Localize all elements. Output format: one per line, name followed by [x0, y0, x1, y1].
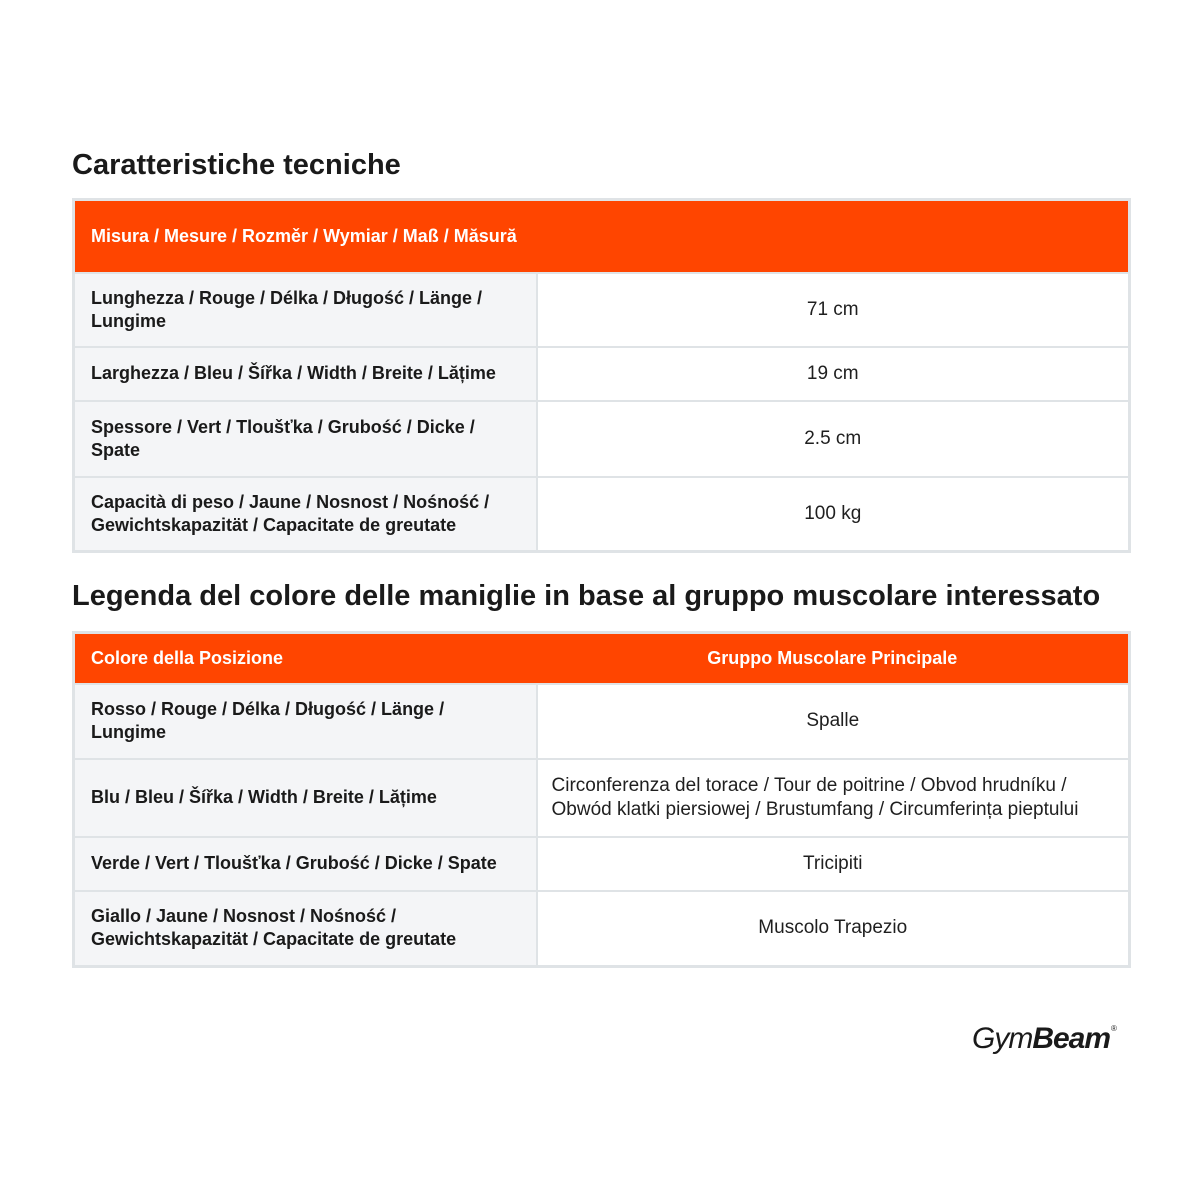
row-value-capacity: 100 kg [537, 477, 1130, 552]
table-header-muscle-group: Gruppo Muscolare Principale [537, 633, 1130, 684]
table-header-position-color: Colore della Posizione [74, 633, 537, 684]
row-value-length: 71 cm [537, 273, 1130, 347]
row-label-length: Lunghezza / Rouge / Délka / Długość / Länge / Lungime [74, 273, 537, 347]
logo-text-light: Gym [972, 1022, 1033, 1055]
row-label-red: Rosso / Rouge / Délka / Długość / Länge / Lungime [74, 684, 537, 759]
table-row [74, 684, 1130, 759]
handle-color-legend-title: Legenda del colore delle maniglie in base al gruppo muscolare interessato [72, 580, 1101, 612]
logo-text-bold: Beam [1032, 1022, 1111, 1055]
row-label-width: Larghezza / Bleu / Šířka / Width / Breite / Lățime [74, 347, 537, 401]
row-label-blue: Blu / Bleu / Šířka / Width / Breite / Lățime [74, 759, 537, 837]
gymbeam-logo [972, 1022, 1130, 1062]
table-row [74, 837, 1130, 891]
content [72, 148, 1128, 968]
table-row [74, 477, 1130, 552]
table-row [74, 273, 1130, 347]
technical-specs-title: Caratteristiche tecniche [72, 149, 401, 181]
row-label-thickness: Spessore / Vert / Tloušťka / Grubość / Dicke / Spate [74, 401, 537, 477]
table-header-row [74, 633, 1130, 684]
table-row [74, 401, 1130, 477]
row-value-shoulders: Spalle [537, 684, 1130, 759]
handle-color-legend-table [72, 631, 1131, 968]
technical-specs-table [72, 198, 1131, 553]
row-label-yellow: Giallo / Jaune / Nosnost / Nośność / Gewichtskapazität / Capacitate de greutate [74, 891, 537, 967]
row-value-width: 19 cm [537, 347, 1130, 401]
row-value-thickness: 2.5 cm [537, 401, 1130, 477]
registered-mark: ® [1111, 1024, 1116, 1033]
row-label-green: Verde / Vert / Tloušťka / Grubość / Dicke / Spate [74, 837, 537, 891]
row-label-capacity: Capacità di peso / Jaune / Nosnost / Nośność / Gewichtskapazität / Capacitate de greutate [74, 477, 537, 552]
table-row [74, 347, 1130, 401]
table-header-empty [537, 200, 1130, 273]
row-value-trapezius: Muscolo Trapezio [537, 891, 1130, 967]
row-value-triceps: Tricipiti [537, 837, 1130, 891]
table-header-size: Misura / Mesure / Rozměr / Wymiar / Maß / Măsură [74, 200, 537, 273]
table-row [74, 759, 1130, 837]
table-row [74, 891, 1130, 967]
row-value-chest: Circonferenza del torace / Tour de poitrine / Obvod hrudníku / Obwód klatki piersiowej / Brustumfang / Circumferința pieptului [537, 759, 1130, 837]
table-header-row [74, 200, 1130, 273]
